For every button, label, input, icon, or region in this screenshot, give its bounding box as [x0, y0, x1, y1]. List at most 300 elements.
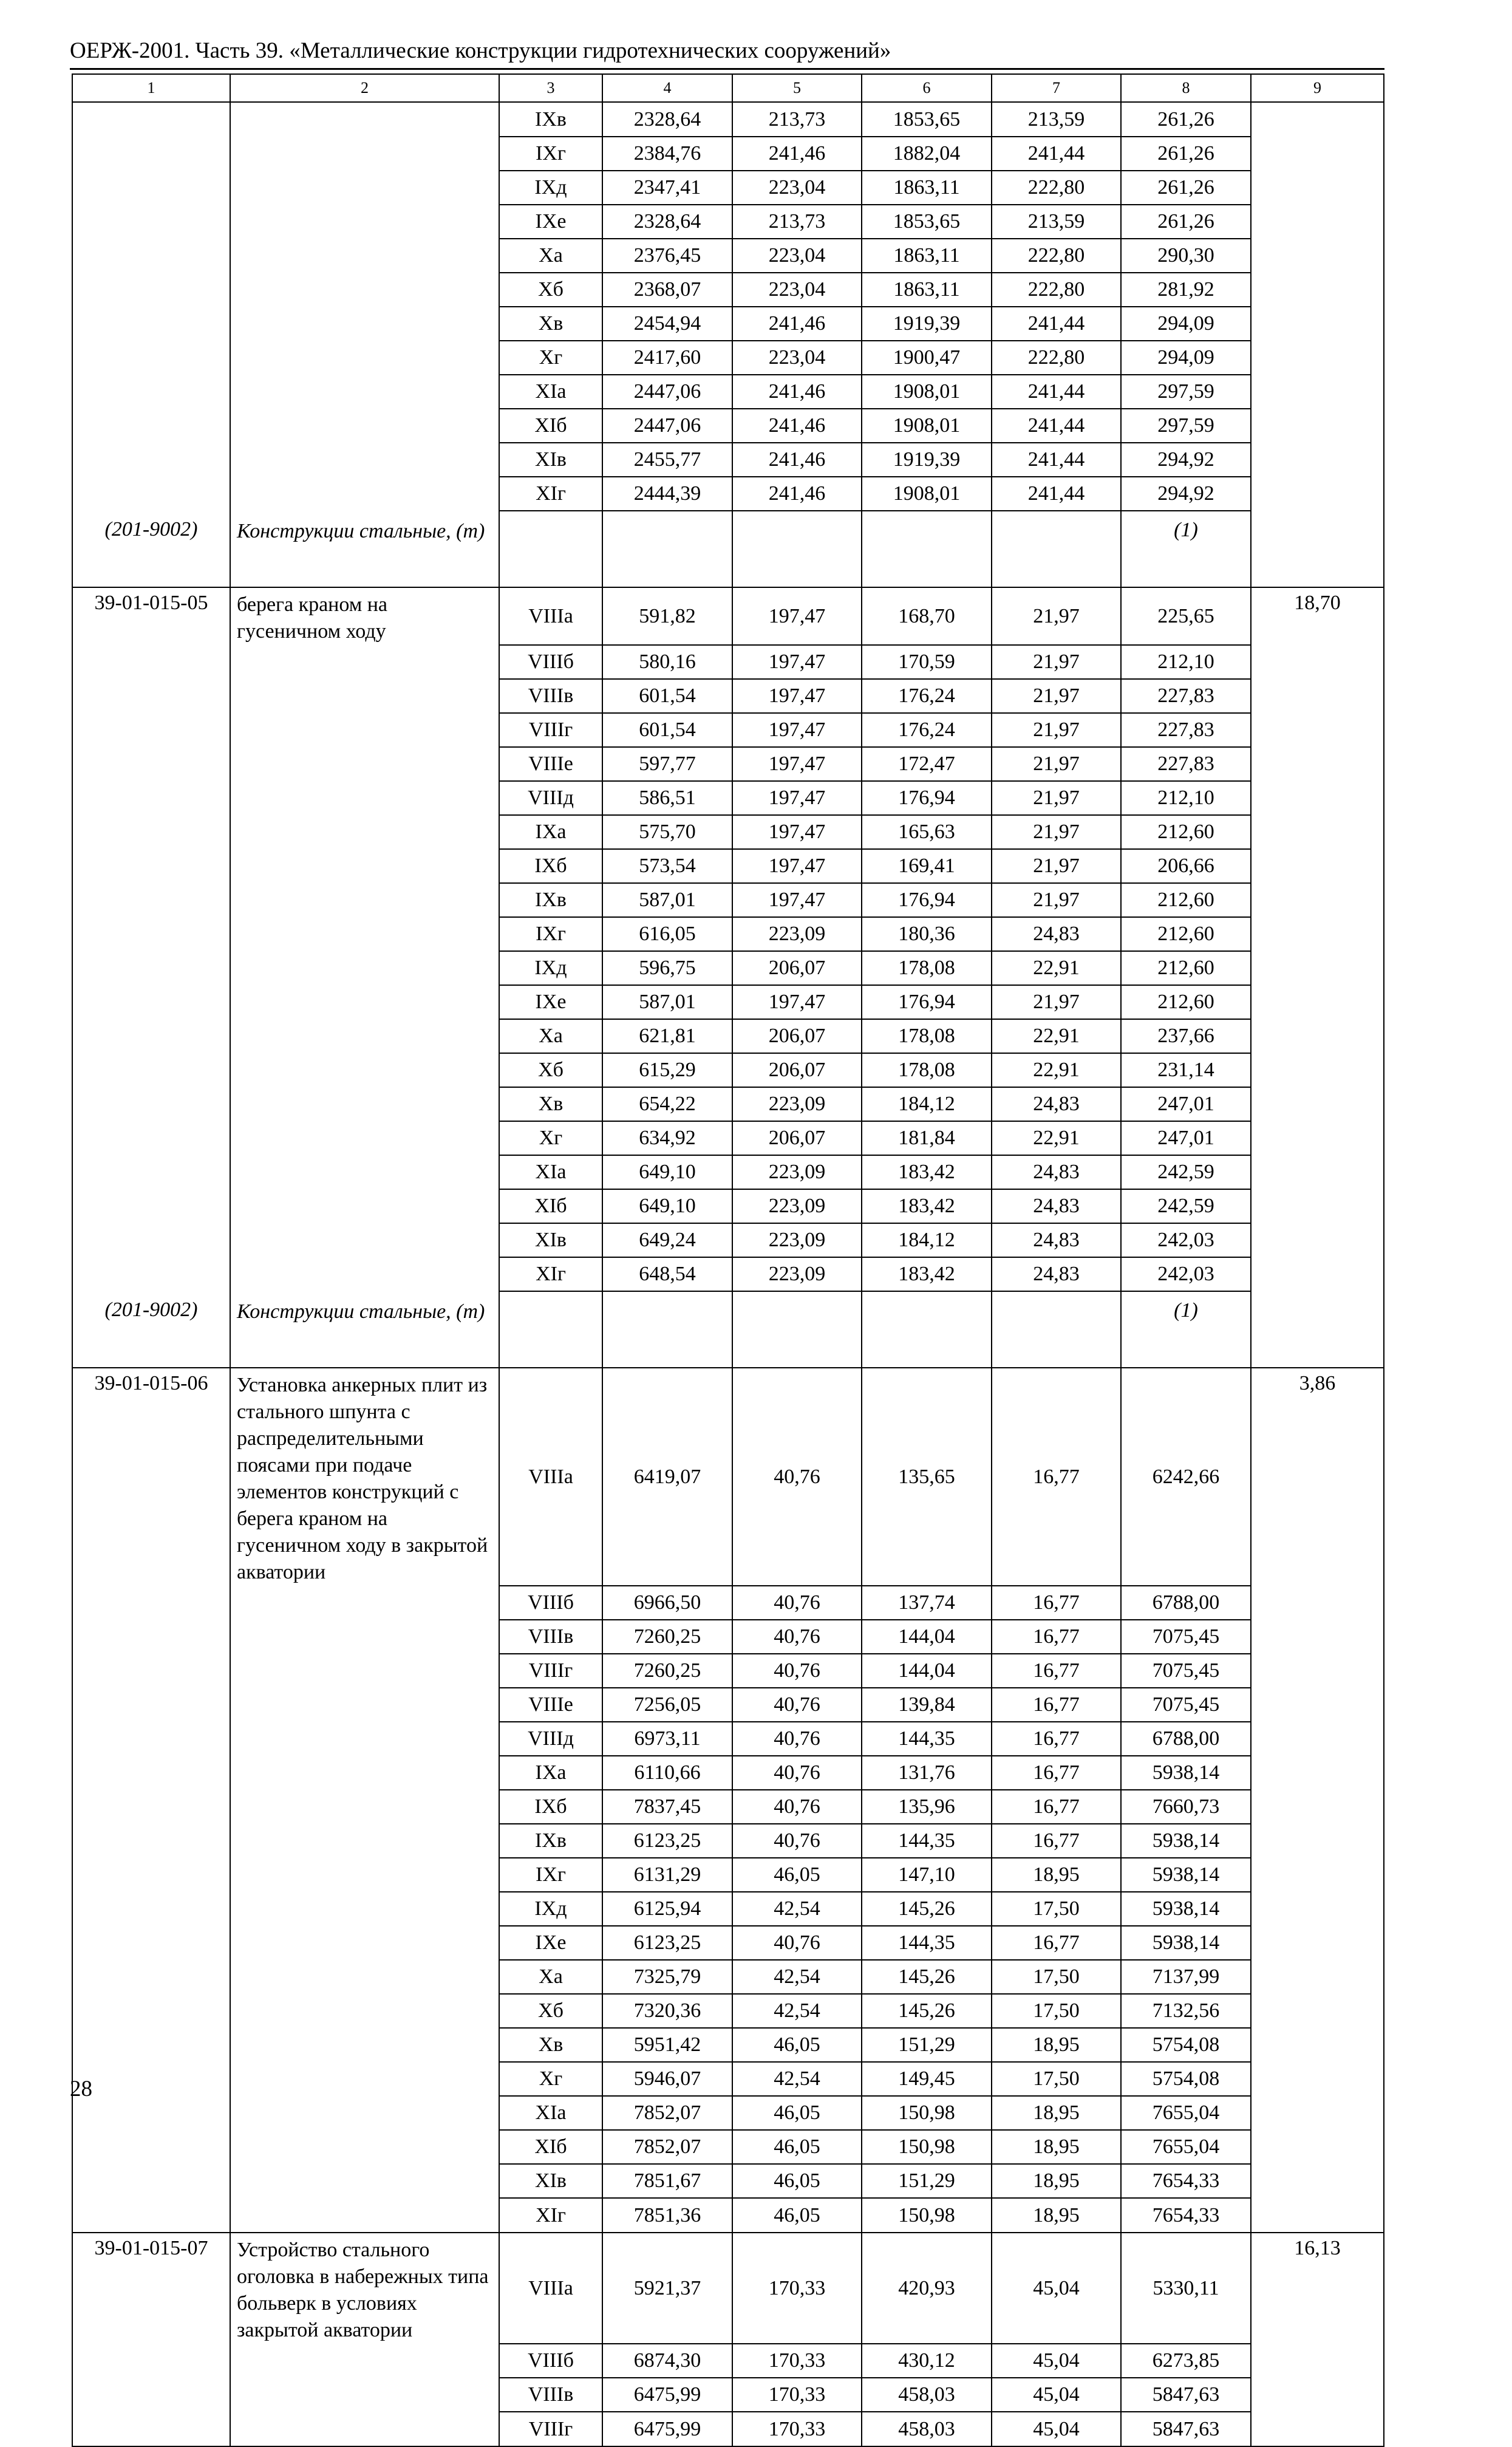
- rate-code: [72, 307, 230, 341]
- table-row: [72, 917, 1384, 951]
- value-cell: 5330,11: [1121, 2233, 1251, 2344]
- labor-value: 16,13: [1251, 2233, 1384, 2344]
- value-cell: 40,76: [732, 1926, 862, 1960]
- zone-code: IXа: [499, 815, 602, 849]
- table-row: [72, 1722, 1384, 1756]
- rate-code: [72, 1858, 230, 1892]
- table-row: [72, 307, 1384, 341]
- value-cell: 24,83: [992, 1087, 1121, 1121]
- value-cell: 227,83: [1121, 713, 1251, 747]
- zone-code: IXд: [499, 951, 602, 985]
- rate-name: [230, 1926, 499, 1960]
- value-cell: 42,54: [732, 2062, 862, 2096]
- table-row: [72, 2233, 1384, 2344]
- value-cell: 2454,94: [602, 307, 732, 341]
- labor-value: [1251, 713, 1384, 747]
- labor-value: [1251, 1053, 1384, 1087]
- value-cell: 1919,39: [862, 307, 992, 341]
- rate-name: [230, 102, 499, 137]
- value-cell: 5938,14: [1121, 1926, 1251, 1960]
- labor-value: [1251, 883, 1384, 917]
- zone-code: XIв: [499, 1223, 602, 1257]
- value-cell: 40,76: [732, 1620, 862, 1654]
- table-row: [72, 781, 1384, 815]
- table-row: [72, 2198, 1384, 2233]
- rate-code: [72, 1257, 230, 1291]
- zone-code: Xа: [499, 1960, 602, 1994]
- value-cell: 212,10: [1121, 645, 1251, 679]
- rate-code: [72, 849, 230, 883]
- zone-code: IXа: [499, 1756, 602, 1790]
- value-cell: 17,50: [992, 1994, 1121, 2028]
- rate-code: [72, 1756, 230, 1790]
- value-cell: 170,59: [862, 645, 992, 679]
- value-cell: 2328,64: [602, 102, 732, 137]
- column-number: 9: [1251, 74, 1384, 102]
- value-cell: 648,54: [602, 1257, 732, 1291]
- value-cell: 223,04: [732, 273, 862, 307]
- value-cell: 7260,25: [602, 1620, 732, 1654]
- rate-code: [72, 1654, 230, 1688]
- labor-value: [1251, 1654, 1384, 1688]
- zone-code: IXд: [499, 171, 602, 205]
- table-row: [72, 1688, 1384, 1722]
- value-cell: 2447,06: [602, 375, 732, 409]
- value-cell: 144,35: [862, 1722, 992, 1756]
- value-cell: 1863,11: [862, 171, 992, 205]
- table-row: [72, 2130, 1384, 2164]
- column-number: 6: [862, 74, 992, 102]
- value-cell: 16,77: [992, 1790, 1121, 1824]
- table-row: [72, 2378, 1384, 2412]
- value-cell: 40,76: [732, 1722, 862, 1756]
- value-cell: 6131,29: [602, 1858, 732, 1892]
- value-cell: 6475,99: [602, 2412, 732, 2446]
- rate-name: [230, 1756, 499, 1790]
- value-cell: 1919,39: [862, 443, 992, 477]
- rate-name: [230, 2028, 499, 2062]
- column-number: 7: [992, 74, 1121, 102]
- value-cell: 21,97: [992, 713, 1121, 747]
- value-cell: 458,03: [862, 2378, 992, 2412]
- labor-value: [1251, 1121, 1384, 1155]
- value-cell: 183,42: [862, 1257, 992, 1291]
- rate-code: [72, 239, 230, 273]
- value-cell: 231,14: [1121, 1053, 1251, 1087]
- value-cell: 222,80: [992, 239, 1121, 273]
- rate-name: [230, 307, 499, 341]
- value-cell: 294,09: [1121, 341, 1251, 375]
- rate-name: [230, 1019, 499, 1053]
- value-cell: 168,70: [862, 587, 992, 645]
- value-cell: 24,83: [992, 1155, 1121, 1189]
- value-cell: 17,50: [992, 2062, 1121, 2096]
- rates-table: [72, 73, 1384, 2447]
- value-cell: 170,33: [732, 2344, 862, 2378]
- value-cell: 6273,85: [1121, 2344, 1251, 2378]
- value-cell: 247,01: [1121, 1087, 1251, 1121]
- labor-value: 3,86: [1251, 1368, 1384, 1586]
- value-cell: 150,98: [862, 2130, 992, 2164]
- value-cell: 184,12: [862, 1223, 992, 1257]
- page-number: 28: [70, 2077, 92, 2101]
- rate-code: [72, 815, 230, 849]
- rate-code: [72, 1960, 230, 1994]
- value-cell: 145,26: [862, 1960, 992, 1994]
- labor-value: [1251, 1722, 1384, 1756]
- rate-code: [72, 917, 230, 951]
- value-cell: 183,42: [862, 1189, 992, 1223]
- column-number: 2: [230, 74, 499, 102]
- zone-code: Xа: [499, 239, 602, 273]
- rate-name: [230, 815, 499, 849]
- labor-value: [1251, 2412, 1384, 2446]
- labor-value: [1251, 951, 1384, 985]
- rate-name: [230, 2164, 499, 2198]
- rate-name: [230, 1121, 499, 1155]
- value-cell: 1900,47: [862, 341, 992, 375]
- value-cell: 222,80: [992, 341, 1121, 375]
- value-cell: 170,33: [732, 2412, 862, 2446]
- value-cell: 213,73: [732, 102, 862, 137]
- zone-code: VIIIе: [499, 747, 602, 781]
- value-cell: 294,92: [1121, 477, 1251, 511]
- rate-code: [72, 1688, 230, 1722]
- rate-code: [72, 645, 230, 679]
- value-cell: 5938,14: [1121, 1858, 1251, 1892]
- rate-code: [72, 375, 230, 409]
- value-cell: 5951,42: [602, 2028, 732, 2062]
- value-cell: 145,26: [862, 1994, 992, 2028]
- value-cell: 290,30: [1121, 239, 1251, 273]
- value-cell: 16,77: [992, 1688, 1121, 1722]
- value-cell: 7260,25: [602, 1654, 732, 1688]
- table-row: [72, 1586, 1384, 1620]
- labor-value: [1251, 1586, 1384, 1620]
- value-cell: 241,46: [732, 477, 862, 511]
- labor-value: [1251, 747, 1384, 781]
- value-cell: 197,47: [732, 747, 862, 781]
- labor-value: [1251, 1994, 1384, 2028]
- material-name: Конструкции стальные, (т): [230, 511, 499, 587]
- rate-code: [72, 2344, 230, 2378]
- rate-name: [230, 137, 499, 171]
- labor-value: [1251, 2344, 1384, 2378]
- value-cell: 7654,33: [1121, 2164, 1251, 2198]
- value-cell: 6966,50: [602, 1586, 732, 1620]
- rate-name: [230, 713, 499, 747]
- rate-code: [72, 2164, 230, 2198]
- table-row: [72, 171, 1384, 205]
- value-cell: 597,77: [602, 747, 732, 781]
- value-cell: 176,94: [862, 985, 992, 1019]
- labor-value: [1251, 443, 1384, 477]
- rate-name: [230, 1189, 499, 1223]
- zone-code: VIIIд: [499, 1722, 602, 1756]
- table-row: [72, 587, 1384, 645]
- table-row: [72, 1790, 1384, 1824]
- value-cell: 16,77: [992, 1586, 1121, 1620]
- material-code: (201-9002): [72, 511, 230, 587]
- value-cell: 6419,07: [602, 1368, 732, 1586]
- value-cell: 6125,94: [602, 1892, 732, 1926]
- rate-name: [230, 781, 499, 815]
- table-row: [72, 1155, 1384, 1189]
- value-cell: 22,91: [992, 1053, 1121, 1087]
- table-row: [72, 1960, 1384, 1994]
- zone-code: XIг: [499, 2198, 602, 2233]
- value-cell: 5938,14: [1121, 1892, 1251, 1926]
- value-cell: 151,29: [862, 2028, 992, 2062]
- rate-name: [230, 409, 499, 443]
- rate-code: [72, 2096, 230, 2130]
- value-cell: 601,54: [602, 713, 732, 747]
- value-cell: 223,04: [732, 171, 862, 205]
- material-name: Конструкции стальные, (т): [230, 1291, 499, 1368]
- value-cell: 16,77: [992, 1620, 1121, 1654]
- zone-code: Xа: [499, 1019, 602, 1053]
- value-cell: 222,80: [992, 273, 1121, 307]
- value-cell: 178,08: [862, 951, 992, 985]
- value-cell: 21,97: [992, 781, 1121, 815]
- value-cell: 16,77: [992, 1756, 1121, 1790]
- labor-value: [1251, 1858, 1384, 1892]
- value-cell: 213,73: [732, 205, 862, 239]
- rate-code: [72, 1994, 230, 2028]
- rate-code: [72, 951, 230, 985]
- value-cell: 17,50: [992, 1892, 1121, 1926]
- value-cell: 237,66: [1121, 1019, 1251, 1053]
- value-cell: 40,76: [732, 1756, 862, 1790]
- value-cell: 2328,64: [602, 205, 732, 239]
- value-cell: 18,95: [992, 2096, 1121, 2130]
- value-cell: 6788,00: [1121, 1586, 1251, 1620]
- value-cell: 144,04: [862, 1654, 992, 1688]
- value-cell: 601,54: [602, 679, 732, 713]
- column-number: 3: [499, 74, 602, 102]
- zone-code: IXг: [499, 1858, 602, 1892]
- rate-name: [230, 679, 499, 713]
- rate-code: [72, 1824, 230, 1858]
- value-cell: 144,04: [862, 1620, 992, 1654]
- labor-value: [1251, 815, 1384, 849]
- rate-name: [230, 1688, 499, 1722]
- zone-code: IXг: [499, 917, 602, 951]
- material-note-row: [72, 511, 1384, 587]
- labor-value: [1251, 341, 1384, 375]
- rate-name: [230, 747, 499, 781]
- rate-code: [72, 477, 230, 511]
- value-cell: 21,97: [992, 985, 1121, 1019]
- labor-value: [1251, 205, 1384, 239]
- value-cell: 170,33: [732, 2378, 862, 2412]
- material-qty: (1): [1121, 1291, 1251, 1368]
- value-cell: 1853,65: [862, 205, 992, 239]
- zone-code: IXб: [499, 1790, 602, 1824]
- rate-name: [230, 341, 499, 375]
- value-cell: 261,26: [1121, 137, 1251, 171]
- value-cell: 2444,39: [602, 477, 732, 511]
- value-cell: 21,97: [992, 815, 1121, 849]
- rate-code: [72, 985, 230, 1019]
- labor-value: [1251, 171, 1384, 205]
- rate-name: [230, 2130, 499, 2164]
- labor-value: [1251, 1824, 1384, 1858]
- value-cell: 1908,01: [862, 477, 992, 511]
- labor-value: 18,70: [1251, 587, 1384, 645]
- page-header: ОЕРЖ-2001. Часть 39. «Металлические конструкции гидротехнических сооружений»: [70, 38, 891, 63]
- value-cell: 2384,76: [602, 137, 732, 171]
- rate-name: [230, 1722, 499, 1756]
- value-cell: 294,92: [1121, 443, 1251, 477]
- rate-code: [72, 1926, 230, 1960]
- rate-code: [72, 1019, 230, 1053]
- zone-code: VIIIа: [499, 2233, 602, 2344]
- value-cell: 22,91: [992, 1019, 1121, 1053]
- header-rule: [70, 68, 1384, 70]
- rate-code: 39-01-015-06: [72, 1368, 230, 1586]
- table-row: [72, 1087, 1384, 1121]
- value-cell: 40,76: [732, 1368, 862, 1586]
- value-cell: 6242,66: [1121, 1368, 1251, 1586]
- value-cell: 615,29: [602, 1053, 732, 1087]
- value-cell: 5754,08: [1121, 2062, 1251, 2096]
- value-cell: 6110,66: [602, 1756, 732, 1790]
- value-cell: 197,47: [732, 849, 862, 883]
- empty-cell: [1251, 511, 1384, 587]
- zone-code: IXе: [499, 205, 602, 239]
- rate-name: [230, 2062, 499, 2096]
- rate-name: Устройство стального оголовка в набережных типа больверк в условиях закрытой акватории: [230, 2233, 499, 2344]
- value-cell: 261,26: [1121, 171, 1251, 205]
- value-cell: 1908,01: [862, 409, 992, 443]
- column-number: 1: [72, 74, 230, 102]
- rate-name: [230, 205, 499, 239]
- value-cell: 45,04: [992, 2233, 1121, 2344]
- rate-name: [230, 1155, 499, 1189]
- value-cell: 649,10: [602, 1155, 732, 1189]
- value-cell: 147,10: [862, 1858, 992, 1892]
- labor-value: [1251, 1155, 1384, 1189]
- value-cell: 135,65: [862, 1368, 992, 1586]
- empty-cell: [499, 1291, 602, 1368]
- labor-value: [1251, 645, 1384, 679]
- zone-code: XIв: [499, 2164, 602, 2198]
- zone-code: VIIIб: [499, 645, 602, 679]
- value-cell: 2455,77: [602, 443, 732, 477]
- zone-code: XIг: [499, 1257, 602, 1291]
- value-cell: 170,33: [732, 2233, 862, 2344]
- zone-code: IXг: [499, 137, 602, 171]
- rate-name: [230, 375, 499, 409]
- value-cell: 458,03: [862, 2412, 992, 2446]
- rate-code: [72, 1121, 230, 1155]
- value-cell: 297,59: [1121, 409, 1251, 443]
- rate-code: [72, 2378, 230, 2412]
- value-cell: 241,46: [732, 375, 862, 409]
- zone-code: Xб: [499, 273, 602, 307]
- value-cell: 151,29: [862, 2164, 992, 2198]
- value-cell: 5847,63: [1121, 2378, 1251, 2412]
- rate-name: [230, 1790, 499, 1824]
- value-cell: 21,97: [992, 587, 1121, 645]
- table-row: [72, 443, 1384, 477]
- value-cell: 145,26: [862, 1892, 992, 1926]
- value-cell: 2447,06: [602, 409, 732, 443]
- rate-name: [230, 477, 499, 511]
- table-row: [72, 951, 1384, 985]
- value-cell: 7851,67: [602, 2164, 732, 2198]
- value-cell: 149,45: [862, 2062, 992, 2096]
- rate-code: 39-01-015-07: [72, 2233, 230, 2344]
- table-row: [72, 2062, 1384, 2096]
- value-cell: 591,82: [602, 587, 732, 645]
- rate-name: [230, 171, 499, 205]
- value-cell: 241,46: [732, 409, 862, 443]
- rate-code: [72, 1586, 230, 1620]
- value-cell: 18,95: [992, 2198, 1121, 2233]
- value-cell: 6123,25: [602, 1926, 732, 1960]
- labor-value: [1251, 2028, 1384, 2062]
- table-row: [72, 1223, 1384, 1257]
- zone-code: Xв: [499, 2028, 602, 2062]
- empty-cell: [1251, 1291, 1384, 1368]
- value-cell: 2368,07: [602, 273, 732, 307]
- value-cell: 24,83: [992, 917, 1121, 951]
- value-cell: 197,47: [732, 883, 862, 917]
- labor-value: [1251, 273, 1384, 307]
- value-cell: 206,07: [732, 951, 862, 985]
- value-cell: 241,44: [992, 409, 1121, 443]
- rate-name: [230, 2378, 499, 2412]
- value-cell: 16,77: [992, 1722, 1121, 1756]
- table-row: [72, 2096, 1384, 2130]
- rate-code: [72, 747, 230, 781]
- table-row: [72, 375, 1384, 409]
- value-cell: 7837,45: [602, 1790, 732, 1824]
- value-cell: 165,63: [862, 815, 992, 849]
- rate-name: Установка анкерных плит из стального шпунта с распределительными поясами при подаче элементов конструкций с берега краном на гусеничном ходу в закрытой акватории: [230, 1368, 499, 1586]
- zone-code: VIIIв: [499, 679, 602, 713]
- value-cell: 212,10: [1121, 781, 1251, 815]
- value-cell: 242,03: [1121, 1257, 1251, 1291]
- rate-name: [230, 1654, 499, 1688]
- rate-code: [72, 1189, 230, 1223]
- rate-name: [230, 1223, 499, 1257]
- zone-code: VIIIа: [499, 1368, 602, 1586]
- zone-code: Xб: [499, 1994, 602, 2028]
- rate-code: [72, 883, 230, 917]
- rate-code: [72, 443, 230, 477]
- rate-code: [72, 1722, 230, 1756]
- labor-value: [1251, 781, 1384, 815]
- value-cell: 21,97: [992, 679, 1121, 713]
- table-row: [72, 1257, 1384, 1291]
- value-cell: 172,47: [862, 747, 992, 781]
- table-row: [72, 2028, 1384, 2062]
- table-row: [72, 239, 1384, 273]
- value-cell: 22,91: [992, 951, 1121, 985]
- rate-name: [230, 1053, 499, 1087]
- value-cell: 46,05: [732, 2164, 862, 2198]
- table-row: [72, 645, 1384, 679]
- value-cell: 212,60: [1121, 917, 1251, 951]
- rate-name: [230, 1824, 499, 1858]
- table-row: [72, 2412, 1384, 2446]
- value-cell: 241,44: [992, 307, 1121, 341]
- rate-name: [230, 273, 499, 307]
- zone-code: IXд: [499, 1892, 602, 1926]
